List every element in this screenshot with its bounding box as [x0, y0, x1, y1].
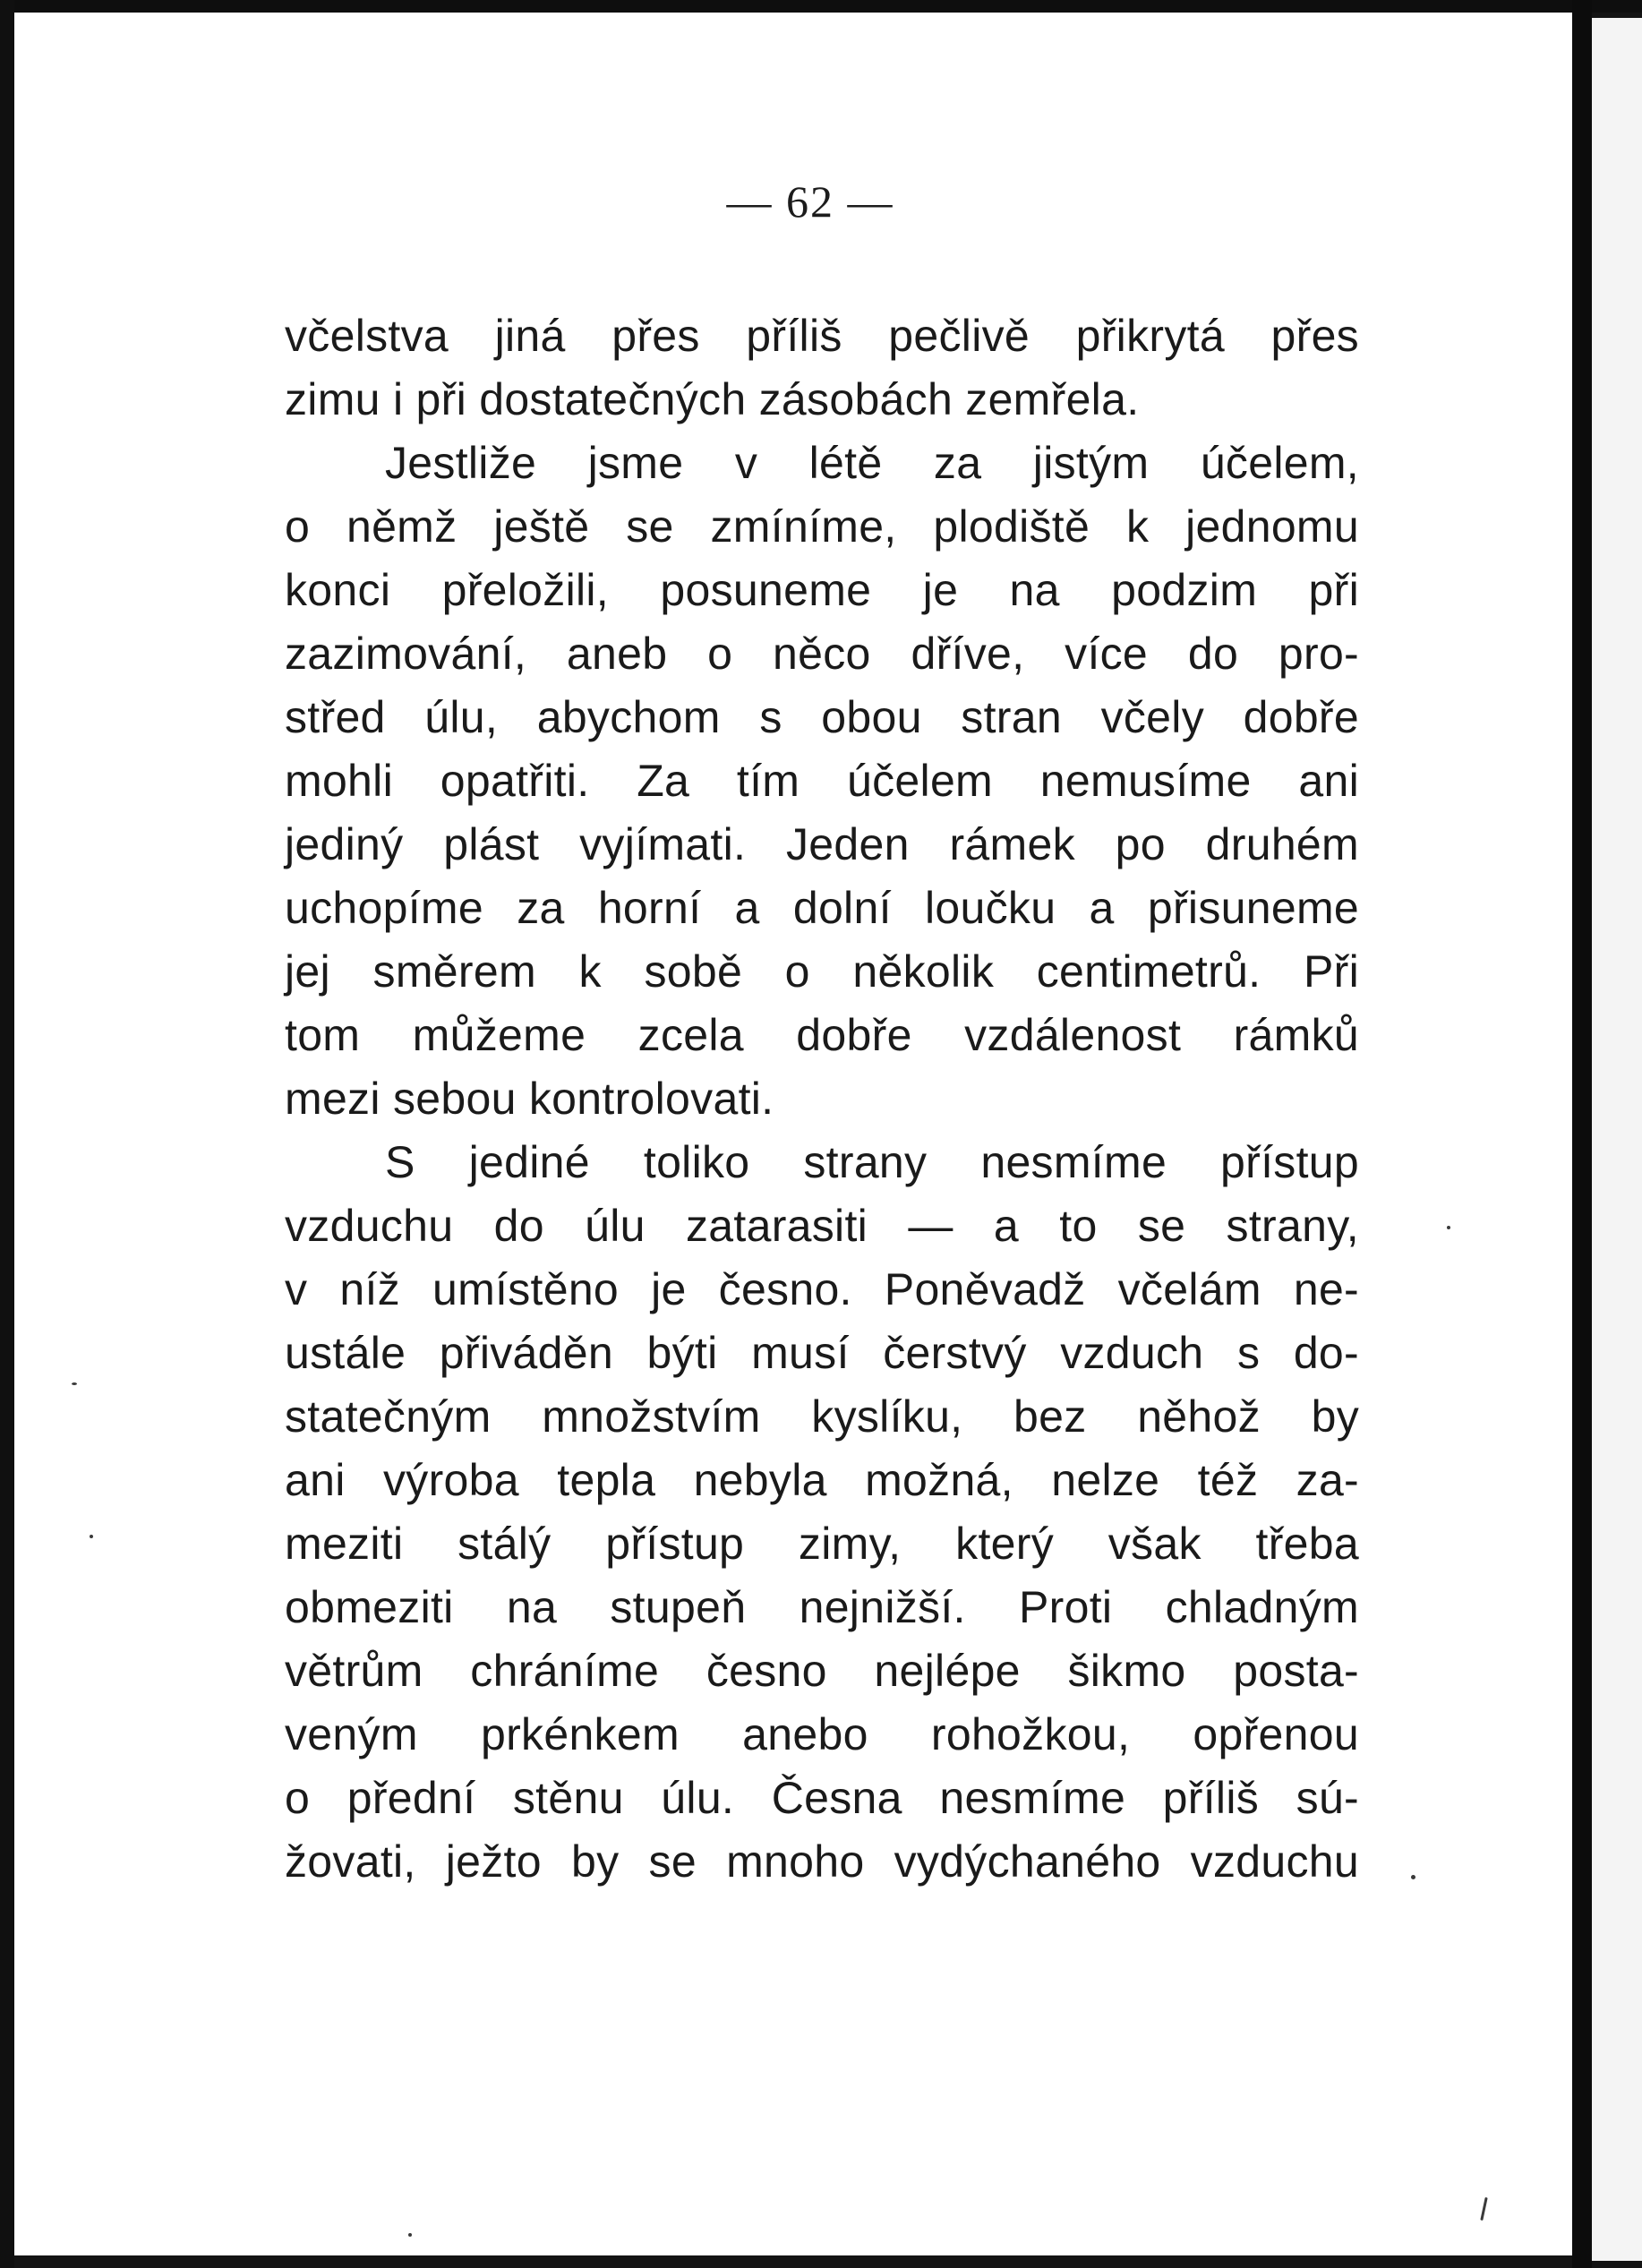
paper-speck [408, 2233, 412, 2237]
paper-speck [72, 1382, 77, 1385]
text-line: meziti stálý přístup zimy, který však třeba [285, 1519, 1359, 1569]
text-line: S jediné toliko strany nesmíme přístup [385, 1137, 1359, 1187]
text-line: mohli opatřiti. Za tím účelem nemusíme ani [285, 756, 1359, 806]
body-text [285, 304, 1359, 1894]
text-line: žovati, ježto by se mnoho vydýchaného vzduchu [285, 1836, 1359, 1887]
paper-speck [1447, 1226, 1450, 1229]
text-line: včelstva jiná přes příliš pečlivě přikrytá přes [285, 311, 1359, 361]
text-line: Jestliže jsme v létě za jistým účelem, [385, 438, 1359, 488]
text-line: obmeziti na stupeň nejnižší. Proti chladným [285, 1582, 1359, 1632]
text-line: střed úlu, abychom s obou stran včely dobře [285, 692, 1359, 742]
text-line: zazimování, aneb o něco dříve, více do pro- [285, 629, 1359, 679]
paper-speck [90, 1535, 93, 1538]
text-line: ani výroba tepla nebyla možná, nelze též za- [285, 1455, 1359, 1505]
paper-speck [1411, 1875, 1415, 1879]
scan-top-shadow [0, 0, 1642, 13]
text-line: jej směrem k sobě o několik centimetrů. Při [285, 946, 1359, 997]
text-line: zimu i při dostatečných zásobách zemřela. [285, 374, 1140, 424]
text-line: tom můžeme zcela dobře vzdálenost rámků [285, 1010, 1359, 1060]
text-line: statečným množstvím kyslíku, bez něhož by [285, 1391, 1359, 1442]
text-line: ustále přiváděn býti musí čerstvý vzduch s do- [285, 1328, 1359, 1378]
text-line: v níž umístěno je česno. Poněvadž včelám ne- [285, 1264, 1359, 1314]
text-line: mezi sebou kontrolovati. [285, 1074, 774, 1124]
text-line: o přední stěnu úlu. Česna nesmíme příliš sú- [285, 1773, 1359, 1823]
text-line: veným prkénkem anebo rohožkou, opřenou [285, 1709, 1359, 1759]
text-line: větrům chráníme česno nejlépe šikmo posta- [285, 1646, 1359, 1696]
text-line: konci přeložili, posuneme je na podzim při [285, 565, 1359, 615]
paper-speck [1480, 2197, 1487, 2221]
scan-left-shadow [0, 0, 14, 2268]
text-line: jediný plást vyjímati. Jeden rámek po druhém [285, 819, 1359, 869]
text-line: vzduchu do úlu zatarasiti — a to se strany, [285, 1201, 1359, 1251]
text-line: uchopíme za horní a dolní loučku a přisuneme [285, 883, 1359, 933]
page-gutter [1572, 0, 1592, 2268]
next-page-edge [1592, 18, 1642, 2261]
page-number: — 62 — [726, 176, 894, 227]
text-line: o němž ještě se zmíníme, plodiště k jednomu [285, 501, 1359, 552]
